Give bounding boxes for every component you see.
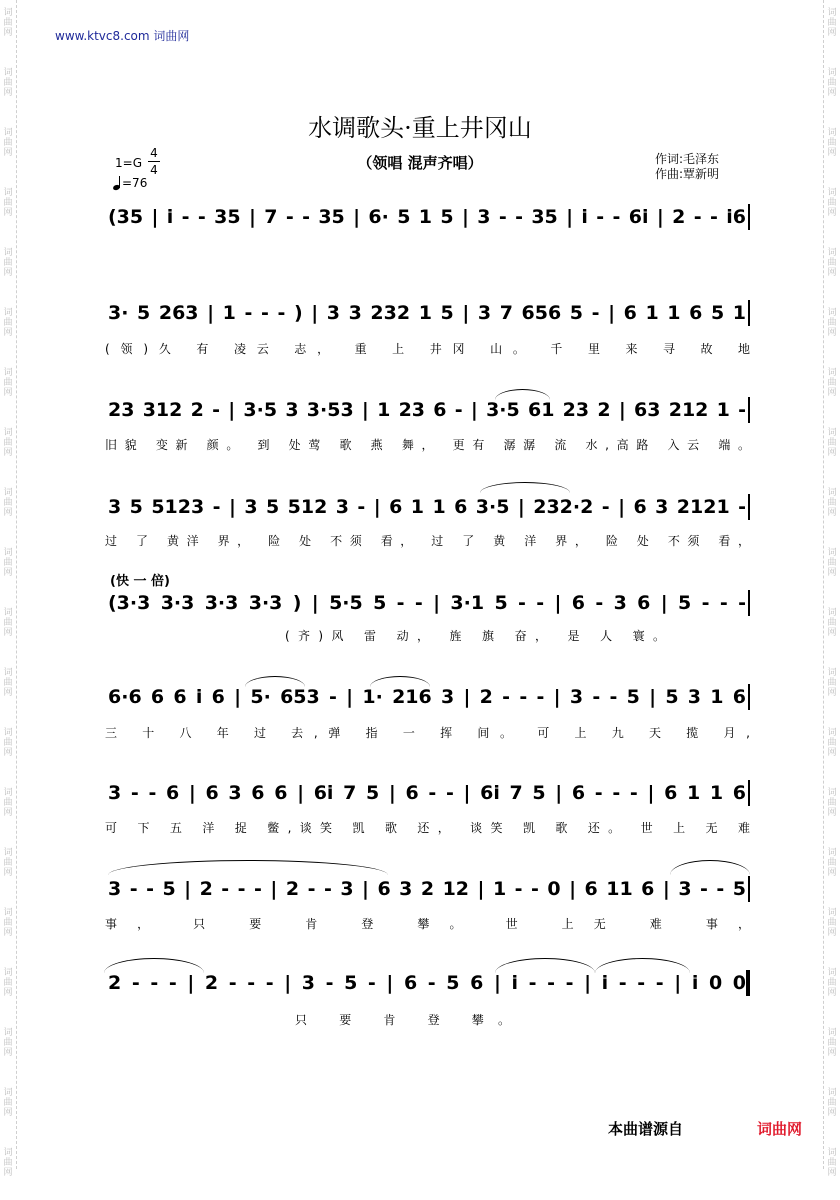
border-watermark: 词曲网 xyxy=(827,968,837,998)
border-watermark: 词曲网 xyxy=(827,128,837,158)
lyric-line: 旧貌 变新 颜。 到 处莺 歌 燕 舞， 更有 潺潺 流 水,高路 入云 端。 xyxy=(105,438,750,452)
lyric-line: 只 要 肯 登 攀。 xyxy=(295,1013,510,1027)
border-watermark: 词曲网 xyxy=(827,608,837,638)
border-watermark: 词曲网 xyxy=(827,668,837,698)
notes: (35 | i - - 35 | 7 - - 35 | 6· 5 1 5 | 3 - - 35 | i - - 6i | 2 - - i6 xyxy=(108,206,746,228)
border-watermark: 词曲网 xyxy=(827,1088,837,1118)
music-line xyxy=(100,200,750,234)
border-watermark: 词曲网 xyxy=(3,248,13,278)
notes: 3· 5 263 | 1 - - - ) | 3 3 232 1 5 | 3 7 656 5 - | 6 1 1 6 5 1 xyxy=(108,302,746,324)
credits xyxy=(655,152,719,182)
notes: 3 - - 6 | 6 3 6 6 | 6i 7 5 | 6 - - | 6i 7 5 | 6 - - - | 6 1 1 6 xyxy=(108,782,746,804)
notes: 3 - - 5 | 2 - - - | 2 - - 3 | 6 3 2 12 | 1 - - 0 | 6 11 6 | 3 - - 5 xyxy=(108,878,746,900)
tempo-change-mark: (快 一 倍) xyxy=(110,574,170,589)
notes: 23 312 2 - | 3·5 3 3·53 | 1 23 6 - | 3·5 61 23 2 | 63 212 1 - xyxy=(108,399,746,421)
music-line xyxy=(100,872,750,906)
border-watermark: 词曲网 xyxy=(3,188,13,218)
border-watermark: 词曲网 xyxy=(827,1028,837,1058)
border-watermark: 词曲网 xyxy=(827,248,837,278)
lyric-line: 事， 只 要 肯 登 攀。 世 上无 难 事， xyxy=(105,917,750,931)
border-watermark: 词曲网 xyxy=(3,368,13,398)
time-signature-top: 4 xyxy=(150,146,158,160)
composer: 作曲:覃新明 xyxy=(655,167,720,181)
border-watermark: 词曲网 xyxy=(3,1028,13,1058)
border-watermark: 词曲网 xyxy=(827,308,837,338)
border-watermark: 词曲网 xyxy=(3,428,13,458)
score-subtitle: （领唱 混声齐唱） xyxy=(357,154,483,172)
lyric-line: 过 了 黄洋 界， 险 处 不须 看， 过 了 黄 洋 界， 险 处 不须 看， xyxy=(105,534,750,548)
music-line xyxy=(100,966,750,1000)
border-watermark: 词曲网 xyxy=(3,728,13,758)
border-watermark: 词曲网 xyxy=(827,68,837,98)
site-url[interactable]: www.ktvc8.com 词曲网 xyxy=(55,29,190,43)
time-signature xyxy=(148,146,160,177)
border-watermark: 词曲网 xyxy=(827,428,837,458)
music-line xyxy=(100,586,750,620)
source-site-link[interactable]: 词曲网 xyxy=(757,1120,803,1138)
border-watermark: 词曲网 xyxy=(3,68,13,98)
lyric-line: 可 下 五 洋 捉 鳖,谈笑 凯 歌 还， 谈笑 凯 歌 还。 世 上 无 难 xyxy=(105,821,750,835)
music-line xyxy=(100,680,750,714)
notes: 2 - - - | 2 - - - | 3 - 5 - | 6 - 5 6 | i - - - | i - - - | i 0 0 xyxy=(108,972,746,994)
music-line xyxy=(100,776,750,810)
lyric-line: (领)久 有 凌云 志， 重 上 井冈 山。 千 里 来 寻 故 地 xyxy=(105,342,750,356)
notes: 3 5 5123 - | 3 5 512 3 - | 6 1 1 6 3·5 | 232·2 - | 6 3 2121 - xyxy=(108,496,746,518)
border-watermark: 词曲网 xyxy=(3,848,13,878)
notes: 6·6 6 6 i 6 | 5· 653 - | 1· 216 3 | 2 - - - | 3 - - 5 | 5 3 1 6 xyxy=(108,686,746,708)
border-watermark: 词曲网 xyxy=(3,1088,13,1118)
border-watermark: 词曲网 xyxy=(827,488,837,518)
border-watermark: 词曲网 xyxy=(3,968,13,998)
left-border-strip xyxy=(0,0,17,1178)
border-watermark: 词曲网 xyxy=(827,188,837,218)
border-watermark: 词曲网 xyxy=(3,8,13,38)
border-watermark: 词曲网 xyxy=(827,848,837,878)
lyric-line: (齐)风 雷 动， 旌 旗 奋， 是 人 寰。 xyxy=(285,629,665,643)
border-watermark: 词曲网 xyxy=(3,488,13,518)
border-watermark: 词曲网 xyxy=(827,548,837,578)
border-watermark: 词曲网 xyxy=(3,1148,13,1178)
music-line xyxy=(100,490,750,524)
border-watermark: 词曲网 xyxy=(3,668,13,698)
quarter-note-icon xyxy=(113,176,122,190)
border-watermark: 词曲网 xyxy=(827,788,837,818)
tempo-mark xyxy=(113,176,147,190)
music-line xyxy=(100,393,750,427)
border-watermark: 词曲网 xyxy=(3,608,13,638)
border-watermark: 词曲网 xyxy=(3,548,13,578)
tempo-value: =76 xyxy=(122,176,148,190)
border-watermark: 词曲网 xyxy=(827,1148,837,1178)
border-watermark: 词曲网 xyxy=(827,728,837,758)
right-border-strip xyxy=(823,0,840,1178)
score-title: 水调歌头·重上井冈山 xyxy=(308,114,532,142)
notes: (3·3 3·3 3·3 3·3 ) | 5·5 5 - - | 3·1 5 - - | 6 - 3 6 | 5 - - - xyxy=(108,592,746,614)
border-watermark: 词曲网 xyxy=(3,908,13,938)
border-watermark: 词曲网 xyxy=(3,308,13,338)
border-watermark: 词曲网 xyxy=(827,908,837,938)
lyricist: 作词:毛泽东 xyxy=(655,152,720,166)
time-signature-bottom: 4 xyxy=(150,163,158,177)
key-signature: 1=G xyxy=(115,156,142,170)
border-watermark: 词曲网 xyxy=(827,8,837,38)
lyric-line: 三 十 八 年 过 去,弹 指 一 挥 间。 可 上 九 天 揽 月, xyxy=(105,726,750,740)
source-label: 本曲谱源自 xyxy=(608,1120,684,1138)
border-watermark: 词曲网 xyxy=(827,368,837,398)
music-line xyxy=(100,296,750,330)
border-watermark: 词曲网 xyxy=(3,788,13,818)
border-watermark: 词曲网 xyxy=(3,128,13,158)
